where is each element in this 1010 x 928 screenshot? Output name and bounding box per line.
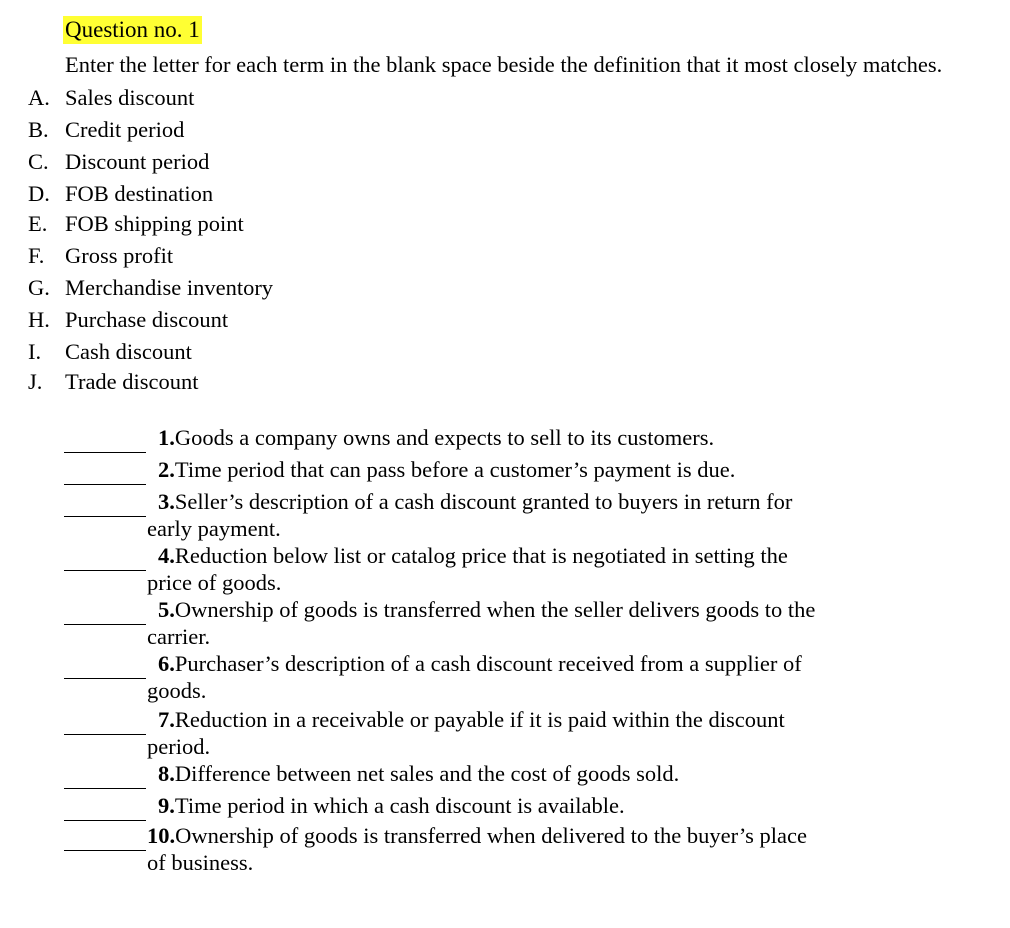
definition-line2: carrier. xyxy=(147,624,211,649)
definition-line1: Ownership of goods is transferred when the seller delivers goods to the xyxy=(174,597,816,622)
term-letter: D. xyxy=(28,181,50,206)
definition-text xyxy=(158,650,802,678)
answer-blank[interactable] xyxy=(64,452,146,453)
term-letter: F. xyxy=(28,243,45,268)
definition-line1: Time period in which a cash discount is available. xyxy=(174,793,625,818)
definition-number: 3. xyxy=(158,489,175,514)
definition-line1: Seller’s description of a cash discount granted to buyers in return for xyxy=(174,489,793,514)
term-label: Gross profit xyxy=(65,243,174,268)
answer-blank[interactable] xyxy=(64,624,146,625)
answer-blank[interactable] xyxy=(64,734,146,735)
term-label: Sales discount xyxy=(65,85,195,110)
definition-number: 1. xyxy=(158,425,175,450)
definition-line1: Reduction in a receivable or payable if it is paid within the discount xyxy=(174,707,785,732)
definition-number: 2. xyxy=(158,457,175,482)
definition-text xyxy=(158,542,788,570)
definition-number: 8. xyxy=(158,761,175,786)
definition-number: 10. xyxy=(147,823,176,848)
definition-line1: Goods a company owns and expects to sell to its customers. xyxy=(174,425,715,450)
definition-text xyxy=(158,596,815,624)
question-title: Question no. 1 xyxy=(65,17,200,42)
definition-line2: period. xyxy=(147,734,211,759)
term-letter: G. xyxy=(28,275,50,300)
definition-number: 6. xyxy=(158,651,175,676)
definition-line2: price of goods. xyxy=(147,570,282,595)
definition-number: 4. xyxy=(158,543,175,568)
answer-blank[interactable] xyxy=(64,484,146,485)
answer-blank[interactable] xyxy=(64,788,146,789)
definition-text xyxy=(158,488,792,516)
definition-text xyxy=(158,760,679,788)
definition-text xyxy=(158,456,735,484)
definition-text xyxy=(147,822,807,850)
term-label: Purchase discount xyxy=(65,307,229,332)
definition-line1: Purchaser’s description of a cash discount received from a supplier of xyxy=(174,651,802,676)
term-label: Trade discount xyxy=(65,369,199,394)
instructions: Enter the letter for each term in the blank space beside the definition that it most closely matches. xyxy=(65,52,943,77)
definition-line1: Difference between net sales and the cost of goods sold. xyxy=(174,761,680,786)
term-letter: E. xyxy=(28,211,48,236)
term-label: Cash discount xyxy=(65,339,192,364)
term-letter: B. xyxy=(28,117,49,142)
definition-line2: of business. xyxy=(147,850,254,875)
definition-line1: Time period that can pass before a customer’s payment is due. xyxy=(174,457,736,482)
answer-blank[interactable] xyxy=(64,850,146,851)
term-label: FOB destination xyxy=(65,181,214,206)
definition-text xyxy=(158,706,785,734)
answer-blank[interactable] xyxy=(64,678,146,679)
term-letter: C. xyxy=(28,149,49,174)
definition-number: 7. xyxy=(158,707,175,732)
definition-line2: early payment. xyxy=(147,516,281,541)
definition-line2: goods. xyxy=(147,678,207,703)
answer-blank[interactable] xyxy=(64,516,146,517)
definition-line1: Reduction below list or catalog price that is negotiated in setting the xyxy=(174,543,788,568)
term-letter: J. xyxy=(28,369,43,394)
term-label: Discount period xyxy=(65,149,210,174)
definition-number: 5. xyxy=(158,597,175,622)
definition-text xyxy=(158,424,714,452)
term-label: Credit period xyxy=(65,117,185,142)
answer-blank[interactable] xyxy=(64,570,146,571)
term-label: Merchandise inventory xyxy=(65,275,274,300)
term-letter: H. xyxy=(28,307,50,332)
term-letter: A. xyxy=(28,85,50,110)
definition-text xyxy=(158,792,625,820)
answer-blank[interactable] xyxy=(64,820,146,821)
term-letter: I. xyxy=(28,339,42,364)
definition-line1: Ownership of goods is transferred when delivered to the buyer’s place xyxy=(175,823,808,848)
definition-number: 9. xyxy=(158,793,175,818)
term-label: FOB shipping point xyxy=(65,211,244,236)
